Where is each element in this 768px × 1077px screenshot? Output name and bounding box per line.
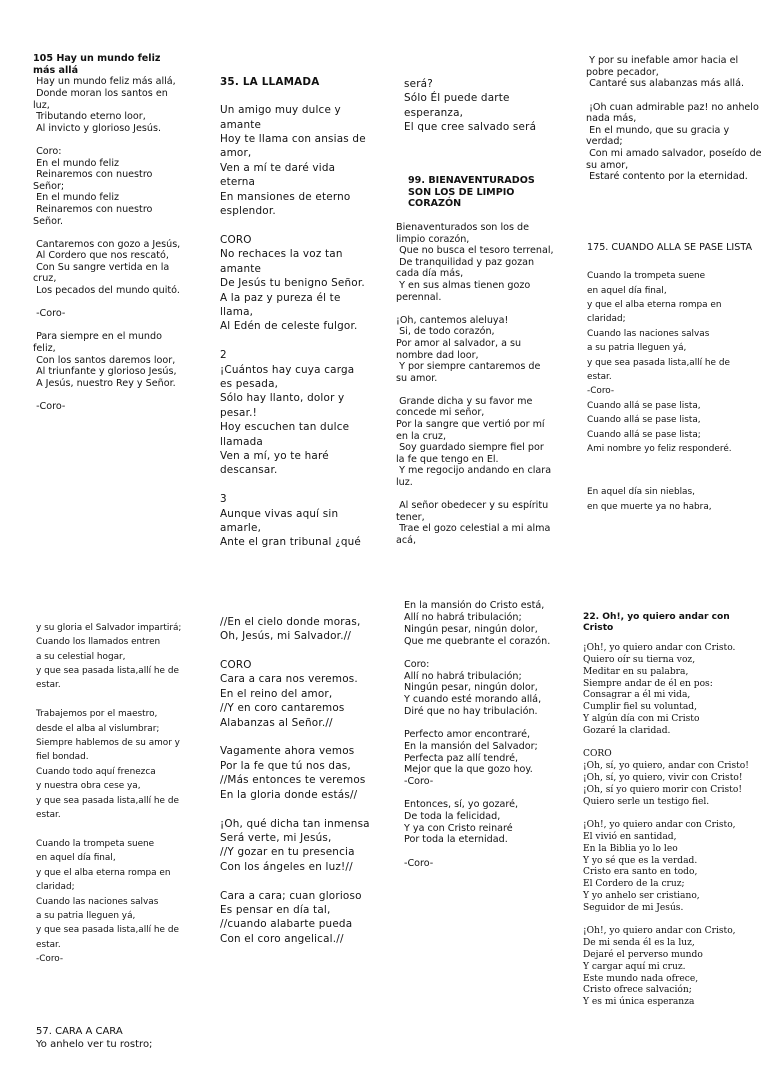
hymn-175-title: 175. CUANDO ALLA SE PASE LISTA	[587, 241, 753, 253]
hymn-57-continuation-text: //En el cielo donde moras, Oh, Jesús, mi Salvador.// CORO Cara a cara nos veremos. En el reino del amor, //Y en coro cantaremos Alabanzas al Señor.// Vagamente ahora vemos Por la fe que tú nos das, //Más entonces te veremos En la gloria donde estás// ¡Oh, qué dicha tan inmensa Será verte, mi Jesús, //Y gozar en tu presencia Con los ángeles en luz!// Cara a cara; cuan glorioso Es pensar en día tal, //cuando alabarte pueda Con el coro angelical.//	[220, 615, 370, 945]
hymn-105-block	[33, 30, 183, 470]
hymn-35-continuation	[404, 48, 544, 134]
hymn-57-lyrics: Yo anhelo ver tu rostro;	[36, 1039, 153, 1050]
hymn-35-lyrics: Un amigo muy dulce y amante Hoy te llama con ansias de amor, Ven a mí te daré vida eterna En mansiones de eterno esplendor. CORO No rechaces la voz tan amante De Jesús tu benigno Señor. A la paz y pureza él te llama, Al Edén de celeste fulgor. 2 ¡Cuántos hay cuya carga es pesada, Sólo hay llanto, dolor y pesar.! Hoy escuchen tan dulce llamada Ven a mí, yo te haré descansar. 3 Aunque vivas aquí sin amarle, Ante el gran tribunal ¿qué	[220, 104, 366, 549]
hymn-57-block	[36, 999, 186, 1050]
hymn-22-lyrics: ¡Oh!, yo quiero andar con Cristo. Quiero oír su tierna voz, Meditar en su palabra, Siempre andar de él en pos: Consagrar a él mi vida, Cumplir fiel su voluntad, Y algún día con mi Cristo Gozaré la claridad. CORO ¡Oh, sí, yo quiero, andar con Cristo! ¡Oh, sí, yo quiero, vivir con Cristo! ¡Oh, sí yo quiero morir con Cristo! Quiero serle un testigo fiel. ¡Oh!, yo quiero andar con Cristo, El vivió en santidad, En la Biblia yo lo leo Y yo sé que es la verdad. Cristo era santo en todo, El Cordero de la cruz; Y yo anhelo ser cristiano, Seguidor de mi Jesús. ¡Oh!, yo quiero andar con Cristo, De mi senda él es la luz, Dejaré el perverso mundo Y cargar aquí mi cruz. Este mundo nada ofrece, Cristo ofrece salvación; Y es mi única esperanza	[583, 643, 749, 1008]
hymn-22-block	[583, 588, 768, 1024]
hymn-105-title: 105 Hay un mundo feliz más allá	[33, 53, 164, 76]
hymn-35-block	[220, 46, 370, 549]
hymn-175-lyrics: Cuando la trompeta suene en aquel día final, y que el alba eterna rompa en claridad; Cuando las naciones salvas a su patria lleguen yá, y que sea pasada lista,allí he de estar. -Coro- Cuando allá se pase lista, Cuando allá se pase lista, Cuando allá se pase lista; Ami nombre yo feliz responderé. En aquel día sin nieblas, en que muerte ya no habra,	[587, 271, 732, 512]
hymn-99-lyrics: Bienaventurados son los de limpio corazón, Que no busca el tesoro terrenal, De tranquilidad y paz gozan cada día más, Y en sus almas tienen gozo perennal. ¡Oh, cantemos aleluya! Si, de todo corazón, Por amor al salvador, a su nombre dad loor, Y por siempre cantaremos de su amor. Grande dicha y su favor me concede mi señor, Por la sangre que vertió por mí en la cruz, Soy guardado siempre fiel por la fe que tengo en El. Y me regocijo andando en clara luz. Al señor obedecer y su espíritu tener, Trae el gozo celestial a mi alma acá,	[396, 221, 554, 546]
hymn-99-title: 99. BIENAVENTURADOS SON LOS DE LIMPIO CORAZÓN	[408, 175, 539, 210]
tribulacion-lyrics: En la mansión do Cristo está, Allí no habrá tribulación; Ningún pesar, ningún dolor, Que me quebrante el corazón. Coro: Allí no habrá tribulación; Ningún pesar, ningún dolor, Y cuando esté morando allá, Diré que no hay tribulación. Perfecto amor encontraré, En la mansión del Salvador; Perfecta paz allí tendré, Mejor que la que gozo hoy. -Coro- Entonces, sí, yo gozaré, De toda la felicidad, Y ya con Cristo reinaré Por toda la eternidad. -Coro-	[404, 600, 551, 869]
hymn-35-continuation-text: será? Sólo Él puede darte esperanza, El que cree salvado será	[404, 77, 537, 134]
hymn-175-continuation	[36, 592, 186, 965]
hymn-35-title: 35. LA LLAMADA	[220, 75, 320, 88]
hymn-105-lyrics: Hay un mundo feliz más allá, Donde moran los santos en luz, Tributando eterno loor, Al invicto y glorioso Jesús. Coro: En el mundo feliz Reinaremos con nuestro Señor; En el mundo feliz Reinaremos con nuestro Señor. Cantaremos con gozo a Jesús, Al Cordero que nos rescató, Con Su sangre vertida en la cruz, Los pecados del mundo quitó. -Coro- Para siempre en el mundo feliz, Con los santos daremos loor, Al triunfante y glorioso Jesús, A Jesús, nuestro Rey y Señor. -Coro-	[33, 76, 181, 412]
hymn-22-title: 22. Oh!, yo quiero andar con Cristo	[583, 611, 733, 634]
hymn-57-continuation	[220, 586, 378, 945]
hymn-57-title: 57. CARA A CARA	[36, 1026, 123, 1037]
hymn-99-block	[396, 152, 554, 546]
hymn-99-continuation-text: Y por su inefable amor hacia el pobre pecador, Cantaré sus alabanzas más allá. ¡Oh cuan admirable paz! no anhelo nada más, En el mundo, que su gracia y verdad; Con mi amado salvador, poseído de su amor, Estaré contento por la eternidad.	[586, 55, 762, 183]
hymn-175-block	[587, 212, 757, 512]
hymn-175-continuation-text: y su gloria el Salvador impartirá; Cuando los llamados entren a su celestial hogar, y que sea pasada lista,allí he de estar. Trabajemos por el maestro, desde el alba al vislumbrar; Siempre hablemos de su amor y fiel bondad. Cuando todo aquí frenezca y nuestra obra cese ya, y que sea pasada lista,allí he de estar. Cuando la trompeta suene en aquel día final, y que el alba eterna rompa en claridad; Cuando las naciones salvas a su patria lleguen yá, y que sea pasada lista,allí he de estar. -Coro-	[36, 622, 182, 965]
tribulacion-block	[404, 577, 554, 887]
hymn-99-continuation	[586, 32, 764, 182]
